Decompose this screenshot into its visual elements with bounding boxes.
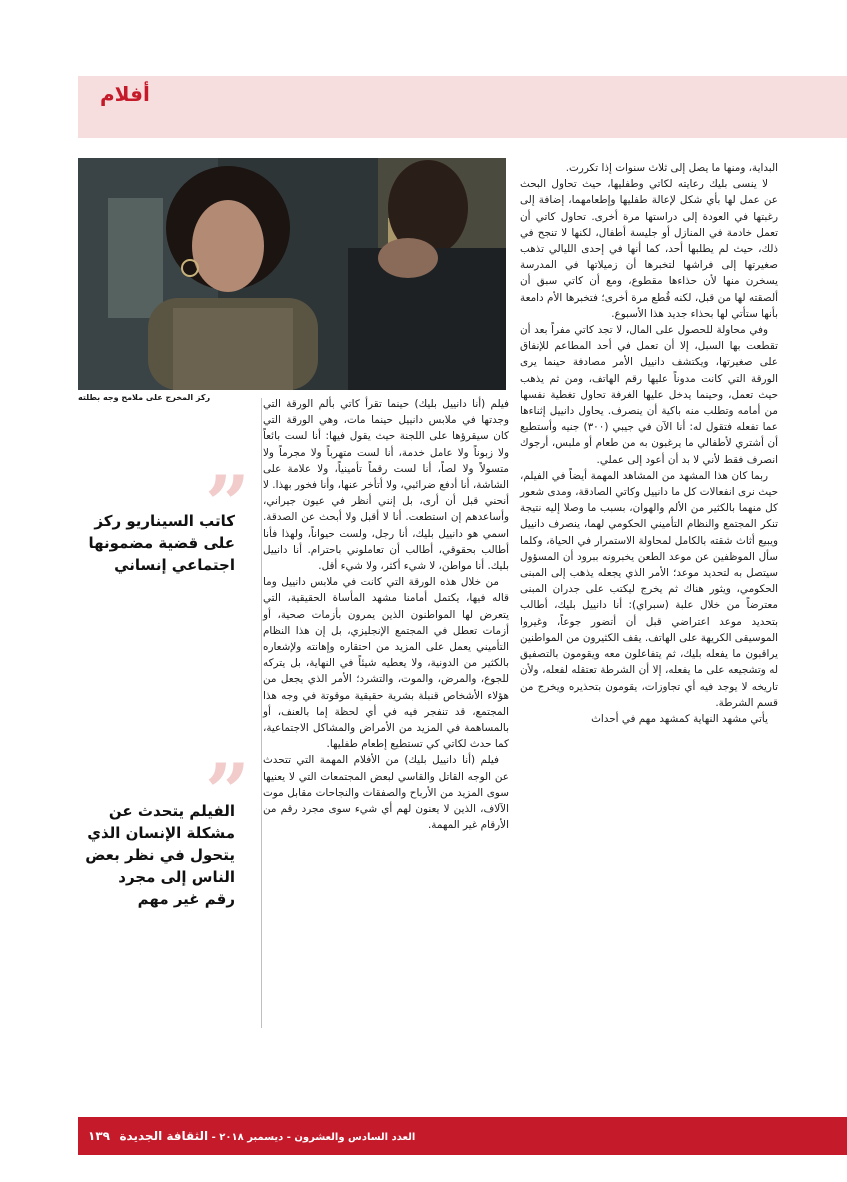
article-column-middle bbox=[263, 396, 509, 833]
quote-mark-icon: ” bbox=[205, 747, 250, 838]
article-column-right bbox=[520, 160, 778, 727]
header-band bbox=[78, 76, 847, 138]
film-still-illustration bbox=[78, 158, 506, 390]
quote-mark-icon: ” bbox=[205, 459, 250, 550]
photo-caption: ركز المخرج على ملامح وجه بطلته bbox=[78, 393, 211, 402]
column-divider bbox=[261, 398, 262, 1028]
footer-line bbox=[88, 1129, 415, 1143]
paragraph: لا ينسى بليك رعايته لكاتي وطفليها، حيث تحاول البحث عن عمل لها بأي شكل لإعالة طفليها وإطعامهما، إضافة إلى رغبتها في العودة إلى دراستها مرة أخرى. تحاول كاتي أن تعمل خادمة في المنازل أو جليسة أطفال، لكنها لا تنجح في ذلك، حيث لم يطلبها أحد، كما أنها في إحدى الليالي تذهب صغيرتها إلى فراشها لتخبرها أن زميلاتها في المدرسة يسخرن منها لأن حذاءها مقطوع، ومع أن كاتي سبق أن ألصقته لها من قبل، لكنه قُطع مرة أخرى؛ فتخبرها الأم دامعة بأنها ستأتي لها بحذاء جديد هذا الأسبوع. bbox=[520, 178, 778, 320]
section-title: أفلام bbox=[100, 82, 150, 106]
paragraph: ربما كان هذا المشهد من المشاهد المهمة أيضاً في الفيلم، حيث نرى انفعالات كل ما دانييل وكاتي الصادقة، ومدى شعور كل منهما بالكثير من الألم والهوان، بسبب ما وصلا إليه نتيجة تنكر المجتمع والنظام التأميني الحكومي لهما، ينصرف دانييل ويبيع أثاث شقته بالكامل لمحاولة الاستمرار في الحياة، وكلما سأل الموظفين عن موعد الطعن يخبرونه ببرود أن المسؤول سيتصل به لتحديد موعد؛ الأمر الذي يجعله يذهب إلى المبنى الحكومي، ويثور هناك ثم يخرج ليكتب على جدران المبنى معترضاً من خلال علبة (سبراي): أنا دانييل بليك، أطالب بتحديد موعد اعتراضي قبل أن أتضور جوعاً، وغيروا الموسيقى الكريهة على الهاتف. يقف الكثيرون من المواطنين يراقبون ما يفعله بليك، ثم يتفاعلون معه ويقومون بالتصفيق له وتشجيعه على ما يفعله، إلا أن الشرطة تعتقله لفعله، ولأن تاريخه لا يوجد فيه أي تجاوزات، يقومون بتحذيره ويخرج من قسم الشرطة. bbox=[520, 469, 778, 709]
paragraph: فيلم (أنا دانييل بليك) من الأفلام المهمة التي تتحدث عن الوجه القاتل والقاسي لبعض المجتمعات التي لا يعنيها سوى المزيد من الأرباح والصفقات والنجاحات مقابل موت الآلاف، الذين لا يعنون لهم أي شيء سوى مجرد رقم من الأرقام غير المهمة. bbox=[263, 754, 509, 832]
paragraph: فيلم (أنا دانييل بليك) حينما تقرأ كاتي بألم الورقة التي وجدتها في ملابس دانييل حينما مات، وهي الورقة التي كان سيقرؤها على اللجنة حيث يقول فيها: أنا لست بائعاً ولا زبوناً ولا عامل خدمة، أنا لست متهرباً ولا مجرماً ولا متسولاً ولا لصاً، أنا لست رقماً تأمينياً، ولا علامة على الشاشة، أنا أدفع ضرائبي، ولا أتأخر عنها، وأنا فخور بهذا. لا أنحني قبل أن أرى، بل إنني أنظر في عيون جيراني، وأساعدهم إن استطعت. أنا لا أقبل ولا أبحث عن الصدقة. اسمي هو دانييل بليك، أنا رجل، ولست حيواناً، ولهذا فأنا أطالب بحقوقي، أطالب أن تعاملوني باحترام. أنا دانييل بليك. أنا مواطن، لا شيء أكثر، ولا شيء أقل. bbox=[263, 398, 509, 573]
paragraph: وفي محاولة للحصول على المال، لا تجد كاتي مفراً بعد أن تقطعت بها السبل، إلا أن تعمل في أحد المطاعم للإنفاق على صغيرتها، ويكتشف دانييل الأمر مصادفة حينما يرى الورقة التي كانت مدوناً عليها رقم الهاتف، ومن ثم يذهب حيث تعمل، وحينما يدخل عليها الغرفة تحاول تغطية نفسها من أمامه وتطلب منه باكية أن ينصرف. يحاول دانييل إثناءها عما تفعله فتقول له: أنا الآن في جيبي (٣٠٠) جنيه وأستطيع أن أشتري لأطفالي ما يرغبون به من طعام أو ملبس، أرجوك انصرف فقط لأني لا بد أن أعود إلى عملي. bbox=[520, 324, 778, 466]
paragraph: من خلال هذه الورقة التي كانت في ملابس دانييل وما قاله فيها، يكتمل أمامنا مشهد المأساة الحقيقية، التي يتعرض لها المواطنون الذين يمرون بأزمات صحية، أو أزمات تعطل في المجتمع الإنجليزي، بل إن هذا النظام التأميني يعمل على المزيد من احتقاره وإهانته ولإشعاره بالكثير من الدونية، ولا يعطيه شيئاً في النهاية، بل يتركه للجوع، والمرض، والموت، والتشرد؛ الأمر الذي يجعل من هؤلاء الأشخاص قنبلة بشرية حقيقية موقوتة في وجه هذا المجتمع، قد تنفجر فيه في أي لحظة إما بالعنف، أو بالمساهمة في المزيد من الأمراض والمشاكل الاجتماعية، كما حدث لكاتي كي تستطيع إطعام طفليها. bbox=[263, 576, 509, 751]
paragraph: البداية، ومنها ما يصل إلى ثلاث سنوات إذا تكررت. bbox=[565, 162, 778, 174]
issue-info: العدد السادس والعشرون - ديسمبر ٢٠١٨ - bbox=[211, 1132, 416, 1143]
pull-quote: كاتب السيناريو ركز على قضية مضمونها اجتماعي إنساني bbox=[88, 512, 235, 574]
magazine-name: الثقافة الجديدة bbox=[119, 1129, 209, 1143]
film-still-photo bbox=[78, 158, 506, 390]
paragraph: يأتي مشهد النهاية كمشهد مهم في أحداث bbox=[591, 712, 768, 725]
page-number: ١٣٩ bbox=[88, 1129, 110, 1143]
pull-quote: الفيلم يتحدث عن مشكلة الإنسان الذي يتحول في نظر بعض الناس إلى مجرد رقم غير مهم bbox=[85, 802, 235, 908]
